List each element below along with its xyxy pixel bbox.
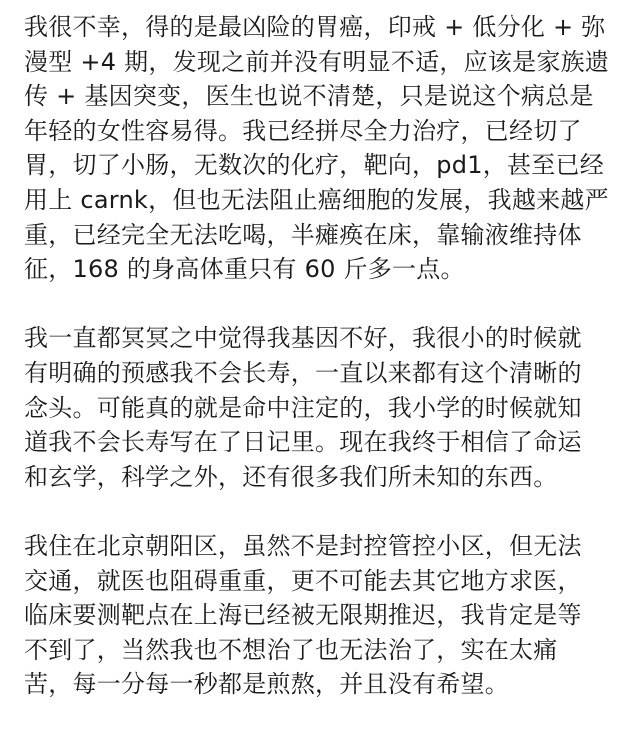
paragraph-3 <box>24 529 628 702</box>
text-line: 传 + 基因突变，医生也说不清楚，只是说这个病总是 <box>24 82 594 111</box>
text-line: 征，168 的身高体重只有 60 斤多一点。 <box>24 255 465 284</box>
text-line: 我住在北京朝阳区，虽然不是封控管控小区，但无法 <box>24 531 582 560</box>
paragraph-1 <box>24 10 628 287</box>
text-line: 苦，每一分每一秒都是煎熬，并且没有希望。 <box>24 670 509 699</box>
text-line: 胃，切了小肠，无数次的化疗，靶向，pd1，甚至已经 <box>24 151 604 180</box>
text-line: 不到了，当然我也不想治了也无法治了，实在太痛 <box>24 635 558 664</box>
text-line: 我很不幸，得的是最凶险的胃癌，印戒 + 低分化 + 弥 <box>24 13 606 41</box>
paragraph-gap <box>24 287 628 322</box>
text-line: 用上 carnk，但也无法阻止癌细胞的发展，我越来越严 <box>24 185 609 214</box>
text-line: 漫型 +4 期，发现之前并没有明显不适，应该是家族遗 <box>24 47 610 76</box>
paragraph-2 <box>24 321 628 494</box>
text-line: 交通，就医也阻碍重重，更不可能去其它地方求医， <box>24 566 582 595</box>
text-line: 念头。可能真的就是命中注定的，我小学的时候就知 <box>24 393 582 422</box>
text-line: 临床要测靶点在上海已经被无限期推迟，我肯定是等 <box>24 601 582 630</box>
text-line: 和玄学，科学之外，还有很多我们所未知的东西。 <box>24 462 558 491</box>
text-line: 重，已经完全无法吃喝，半瘫痪在床，靠输液维持体 <box>24 220 582 249</box>
text-line: 我一直都冥冥之中觉得我基因不好，我很小的时候就 <box>24 324 582 353</box>
paragraph-gap <box>24 494 628 529</box>
text-line: 道我不会长寿写在了日记里。现在我终于相信了命运 <box>24 428 582 457</box>
text-line: 有明确的预感我不会长寿，一直以来都有这个清晰的 <box>24 358 582 387</box>
post-body <box>24 10 628 702</box>
text-line: 年轻的女性容易得。我已经拼尽全力治疗，已经切了 <box>24 116 582 145</box>
